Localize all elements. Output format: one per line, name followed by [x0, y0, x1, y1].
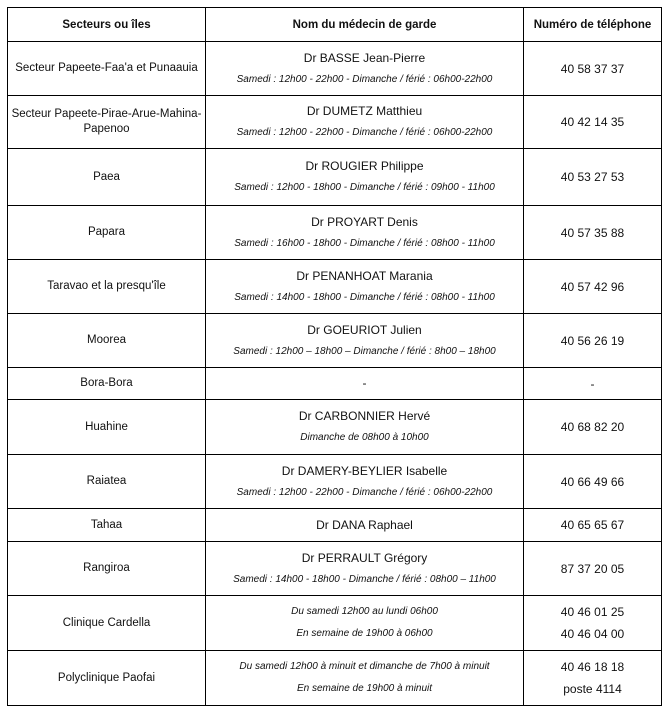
- doctor-cell: [206, 42, 524, 96]
- phone-number: poste 4114: [563, 682, 622, 696]
- sector-cell: Huahine: [8, 400, 206, 455]
- table-header-row: [8, 8, 662, 42]
- doctor-cell: [206, 314, 524, 368]
- on-call-hours: Samedi : 16h00 - 18h00 - Dimanche / férié : 08h00 - 11h00: [234, 237, 495, 249]
- phone-number: 40 57 35 88: [560, 225, 625, 240]
- doctor-name: Dr DAMERY-BEYLIER Isabelle: [281, 463, 448, 478]
- phone-number: 40 42 14 35: [560, 115, 625, 129]
- on-call-hours: Samedi : 12h00 - 22h00 - Dimanche / férié : 06h00-22h00: [236, 486, 493, 498]
- header-doctor: Nom du médecin de garde: [206, 8, 524, 42]
- table-row: [8, 96, 662, 149]
- table-row: [8, 542, 662, 596]
- phone-number: 40 68 82 20: [560, 420, 625, 434]
- table-row: [8, 149, 662, 206]
- doctor-cell: [206, 96, 524, 149]
- on-call-hours: Samedi : 12h00 - 22h00 - Dimanche / férié : 06h00-22h00: [236, 73, 493, 85]
- phone-cell: [524, 206, 662, 260]
- doctor-cell: [206, 368, 524, 400]
- doctor-name: Dr CARBONNIER Hervé: [298, 409, 431, 423]
- phone-number: -: [590, 376, 595, 391]
- on-call-hours: Samedi : 12h00 - 18h00 - Dimanche / férié : 09h00 - 11h00: [234, 182, 495, 193]
- sector-cell: Clinique Cardella: [8, 596, 206, 651]
- sector-cell: Secteur Papeete-Faa'a et Punaauia: [8, 42, 206, 96]
- phone-cell: [524, 96, 662, 149]
- sector-cell: Secteur Papeete-Pirae-Arue-Mahina-Papenoo: [8, 96, 206, 149]
- doctor-name: Dr GOEURIOT Julien: [307, 322, 422, 337]
- on-call-hours: Du samedi 12h00 à minuit et dimanche de 7h00 à minuit: [239, 661, 490, 672]
- sector-cell: Bora-Bora: [8, 368, 206, 400]
- table-row: [8, 260, 662, 314]
- on-call-doctors-table: [7, 7, 662, 706]
- on-call-hours: Samedi : 12h00 – 18h00 – Dimanche / férié : 8h00 – 18h00: [233, 345, 496, 357]
- sector-cell: Raiatea: [8, 455, 206, 509]
- phone-number: 87 37 20 05: [560, 561, 625, 576]
- table-row: [8, 206, 662, 260]
- table-row: [8, 596, 662, 651]
- on-call-hours: En semaine de 19h00 à 06h00: [296, 628, 433, 639]
- phone-cell: [524, 596, 662, 651]
- header-sector: Secteurs ou îles: [8, 8, 206, 42]
- table-row: [8, 651, 662, 706]
- doctor-name: Dr PERRAULT Grégory: [301, 550, 428, 565]
- header-phone: Numéro de téléphone: [524, 8, 662, 42]
- sector-cell: Polyclinique Paofai: [8, 651, 206, 706]
- sector-cell: Tahaa: [8, 509, 206, 542]
- on-call-hours: Samedi : 14h00 - 18h00 - Dimanche / férié : 08h00 - 11h00: [234, 291, 495, 303]
- doctor-cell: [206, 542, 524, 596]
- phone-number: 40 65 65 67: [560, 518, 625, 532]
- doctor-name: Dr PROYART Denis: [311, 214, 418, 229]
- phone-cell: [524, 314, 662, 368]
- on-call-hours: En semaine de 19h00 à minuit: [296, 683, 433, 694]
- phone-cell: [524, 509, 662, 542]
- sector-cell: Taravao et la presqu'île: [8, 260, 206, 314]
- phone-cell: [524, 400, 662, 455]
- doctor-cell: [206, 260, 524, 314]
- sector-cell: Paea: [8, 149, 206, 206]
- doctor-cell: [206, 455, 524, 509]
- doctor-name: Dr PENANHOAT Marania: [296, 268, 433, 283]
- table-row: [8, 314, 662, 368]
- sector-cell: Papara: [8, 206, 206, 260]
- phone-number: 40 57 42 96: [560, 279, 625, 294]
- table-row: [8, 509, 662, 542]
- doctor-name: Dr ROUGIER Philippe: [305, 159, 424, 173]
- sector-cell: Moorea: [8, 314, 206, 368]
- phone-number: 40 58 37 37: [560, 61, 625, 76]
- on-call-hours: Samedi : 14h00 - 18h00 - Dimanche / férié : 08h00 – 11h00: [233, 573, 496, 585]
- phone-number: 40 46 01 25: [560, 605, 625, 619]
- phone-cell: [524, 651, 662, 706]
- table-body: [8, 42, 662, 706]
- phone-cell: [524, 149, 662, 206]
- phone-number: 40 46 18 18: [560, 660, 625, 674]
- doctor-name: Dr DUMETZ Matthieu: [306, 104, 423, 118]
- doctor-cell: [206, 149, 524, 206]
- doctor-cell: [206, 206, 524, 260]
- table-row: [8, 42, 662, 96]
- table-row: [8, 455, 662, 509]
- sector-cell: Rangiroa: [8, 542, 206, 596]
- doctor-name: -: [362, 376, 367, 390]
- phone-cell: [524, 42, 662, 96]
- doctor-name: Dr BASSE Jean-Pierre: [303, 50, 426, 65]
- phone-cell: [524, 455, 662, 509]
- phone-number: 40 66 49 66: [560, 474, 625, 489]
- phone-cell: [524, 542, 662, 596]
- phone-number: 40 56 26 19: [560, 333, 625, 348]
- doctor-name: Dr DANA Raphael: [316, 517, 413, 532]
- table-row: [8, 400, 662, 455]
- phone-cell: [524, 260, 662, 314]
- on-call-hours: Dimanche de 08h00 à 10h00: [300, 432, 429, 443]
- doctor-cell: [206, 596, 524, 651]
- table-row: [8, 368, 662, 400]
- phone-cell: [524, 368, 662, 400]
- phone-number: 40 53 27 53: [560, 170, 625, 184]
- doctor-cell: [206, 400, 524, 455]
- on-call-hours: Du samedi 12h00 au lundi 06h00: [291, 606, 438, 617]
- doctor-cell: [206, 651, 524, 706]
- doctor-cell: [206, 509, 524, 542]
- on-call-hours: Samedi : 12h00 - 22h00 - Dimanche / férié : 06h00-22h00: [236, 127, 493, 138]
- phone-number: 40 46 04 00: [560, 627, 625, 641]
